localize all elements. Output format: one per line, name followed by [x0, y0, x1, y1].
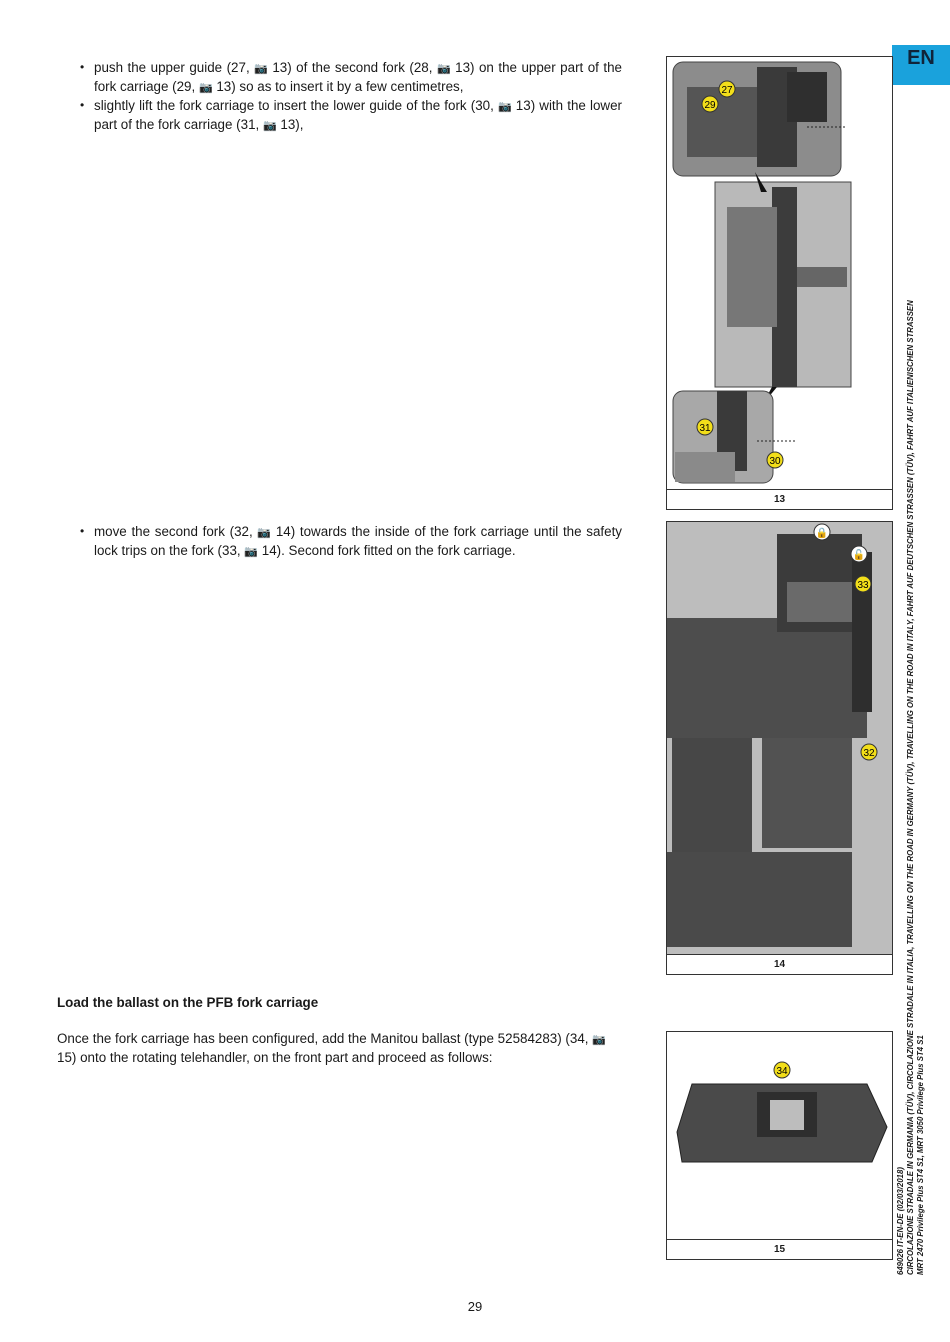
figure-caption: 15: [667, 1239, 892, 1259]
figure-14: [666, 521, 893, 975]
camera-icon: 📷: [262, 120, 277, 132]
padlock-icon: [814, 524, 830, 540]
svg-text:32: 32: [863, 748, 875, 759]
camera-icon: 📷: [198, 82, 213, 94]
svg-text:🔒: 🔒: [815, 528, 829, 539]
figure-15-photo: [667, 1032, 892, 1239]
svg-text:27: 27: [721, 85, 733, 96]
camera-icon: 📷: [497, 101, 512, 113]
document-reference: 649026 IT-EN-DE (02/03/2018) CIRCOLAZIONE STRADALE IN GERMANIA (TÜV), CIRCOLAZIONE STRADALE IN ITALIA, TRAVELLING ON THE ROAD IN GERMANY (TÜV), TRAVELLING ON THE ROAD IN ITALY, FAHRT AUF DEUTSCHEN STRASSEN (TÜV), FAHRT AUF ITALIENISCHEN STRASSEN MRT 2470 Privilege Plus ST4 S1, MRT 3050 Privilege Plus ST4 S1: [896, 300, 925, 1275]
callout-32: [861, 744, 877, 760]
figure-13-photo: [667, 57, 892, 489]
callout-27: [719, 81, 735, 97]
svg-text:33: 33: [857, 580, 869, 591]
svg-text:30: 30: [769, 456, 781, 467]
instruction-list-1: [78, 59, 622, 135]
callout-29: [702, 96, 718, 112]
camera-icon: 📷: [436, 63, 451, 75]
list-item: • push the upper guide (27, 📷 13) of the second fork (28, 📷 13) on the upper part of the fork carriage (29, 📷 13) so as to insert it by a few centimetres,: [78, 59, 622, 97]
padlock-icon: [851, 546, 867, 562]
camera-icon: 📷: [244, 546, 259, 558]
list-item: • slightly lift the fork carriage to insert the lower guide of the fork (30, 📷 13) with the lower part of the fork carriage (31, 📷 13),: [78, 97, 622, 135]
callout-31: [697, 419, 713, 435]
svg-text:🔓: 🔓: [852, 550, 866, 561]
figure-13: [666, 56, 893, 510]
svg-text:29: 29: [704, 100, 716, 111]
figure-14-photo: [667, 522, 892, 954]
svg-text:31: 31: [699, 423, 711, 434]
callout-33: [855, 576, 871, 592]
figure-caption: 13: [667, 489, 892, 509]
section-heading: Load the ballast on the PFB fork carriage: [57, 995, 319, 1010]
callout-30: [767, 452, 783, 468]
callout-34: [774, 1062, 790, 1078]
figure-caption: 14: [667, 954, 892, 974]
figure-15: [666, 1031, 893, 1260]
section-paragraph: Once the fork carriage has been configured, add the Manitou ballast (type 52584283) (34, 📷 15) onto the rotating telehandler, on the front part and proceed as follows:: [57, 1031, 606, 1065]
instruction-list-2: [78, 523, 622, 561]
list-item: • move the second fork (32, 📷 14) towards the inside of the fork carriage until the safety lock trips on the fork (33, 📷 14). Second fork fitted on the fork carriage.: [78, 523, 622, 561]
language-tab: EN: [892, 45, 950, 85]
camera-icon: 📷: [592, 1034, 606, 1046]
camera-icon: 📷: [254, 63, 268, 75]
svg-text:34: 34: [776, 1066, 788, 1077]
camera-icon: 📷: [257, 527, 272, 539]
page-number: 29: [467, 1299, 483, 1314]
